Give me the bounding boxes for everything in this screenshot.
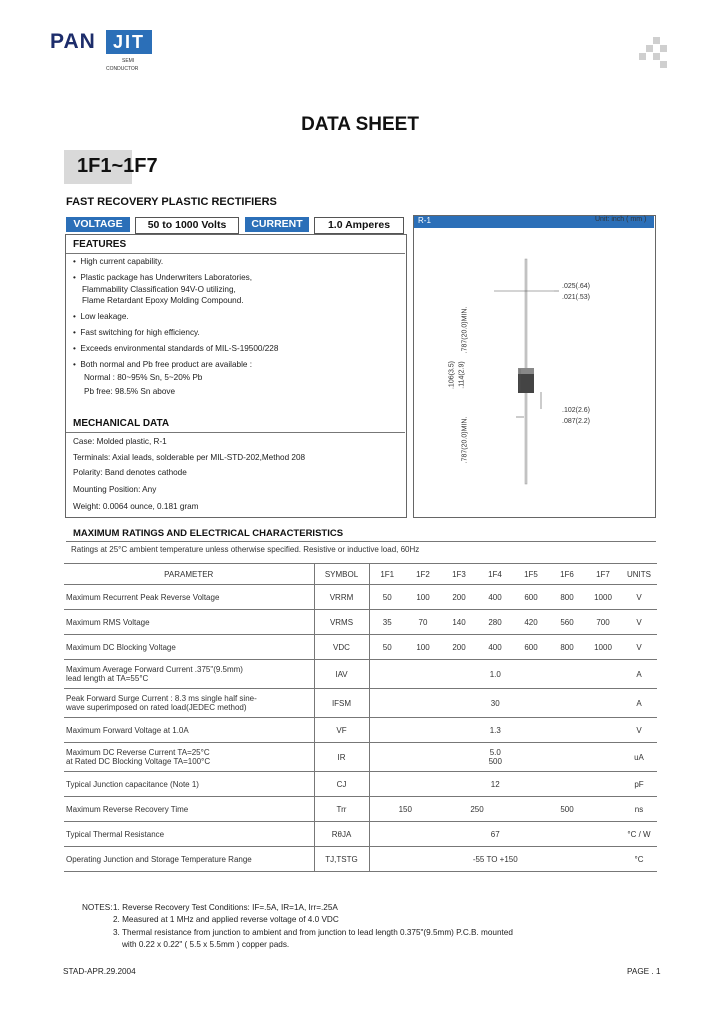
header-col: 1F6 (549, 564, 585, 585)
row-parameter (64, 660, 314, 689)
row-units: A (621, 660, 657, 689)
list-item: Normal : 80~95% Sn, 5~20% Pb (84, 373, 203, 383)
row-units: V (621, 610, 657, 635)
brand-logo-pan: PAN (50, 30, 96, 53)
row-symbol: IAV (314, 660, 369, 689)
dim-lead-length-top: .787(20.0)MIN. (461, 306, 469, 354)
ratings-table-body (64, 564, 657, 872)
list-item: Flame Retardant Epoxy Molding Compound. (82, 296, 244, 306)
table-row (64, 660, 657, 689)
parameter-line: lead length at TA=55°C (66, 674, 149, 683)
row-value: 1000 (585, 585, 621, 610)
dim-body-dia-min: .087(2.2) (562, 418, 591, 425)
mechanical-heading: MECHANICAL DATA (73, 418, 170, 429)
header-symbol: SYMBOL (314, 564, 369, 585)
row-value: 400 (477, 585, 513, 610)
row-value: 100 (405, 585, 441, 610)
package-name: R-1 (418, 216, 431, 225)
lead-bottom (525, 392, 527, 484)
part-number: 1F1~1F7 (77, 155, 158, 177)
row-value: 700 (585, 610, 621, 635)
current-tag: CURRENT (245, 217, 309, 232)
table-row (64, 610, 657, 635)
row-parameter (64, 610, 314, 635)
value-line: -55 TO +150 (472, 854, 518, 864)
row-value: 400 (477, 635, 513, 660)
features-heading: FEATURES (73, 239, 127, 250)
row-symbol: VRMS (314, 610, 369, 635)
footer-page: PAGE . 1 (627, 967, 661, 976)
header-col: 1F1 (369, 564, 405, 585)
mechanical-weight: Weight: 0.0064 ounce, 0.181 gram (73, 502, 199, 511)
footer-date: STAD-APR.29.2004 (63, 967, 136, 976)
table-row (64, 772, 657, 797)
list-item: • Exceeds environmental standards of MIL-S-19500/228 (73, 343, 279, 353)
parameter-line: at Rated DC Blocking Voltage TA=100°C (66, 757, 211, 766)
row-parameter (64, 772, 314, 797)
row-parameter (64, 743, 314, 772)
row-value: 200 (441, 585, 477, 610)
row-value (369, 660, 621, 689)
header-parameter: PARAMETER (64, 564, 314, 585)
row-value: 560 (549, 610, 585, 635)
row-symbol: RθJA (314, 822, 369, 847)
row-parameter (64, 718, 314, 743)
value-line: 500 (488, 757, 502, 766)
row-value: 35 (369, 610, 405, 635)
list-item: Flammability Classification 94V-O utilizing, (82, 284, 236, 294)
row-units: V (621, 635, 657, 660)
value-line: 67 (490, 829, 500, 839)
row-value (369, 822, 621, 847)
row-value: 600 (513, 635, 549, 660)
row-value: 800 (549, 585, 585, 610)
decor-square (660, 61, 667, 68)
header-units: UNITS (621, 564, 657, 585)
row-units: °C / W (621, 822, 657, 847)
page-title: DATA SHEET (301, 114, 419, 135)
row-value: 500 (513, 797, 621, 822)
parameter-line: Maximum Average Forward Current .375"(9.5mm) (66, 665, 243, 674)
row-units: V (621, 718, 657, 743)
decor-square (660, 45, 667, 52)
brand-semi-text: SEMI (122, 58, 135, 64)
mechanical-terminals: Terminals: Axial leads, solderable per MIL-STD-202,Method 208 (73, 453, 306, 462)
mechanical-mounting: Mounting Position: Any (73, 485, 157, 494)
note-3-continued: with 0.22 x 0.22" ( 5.5 x 5.5mm ) copper pads. (122, 940, 290, 949)
decor-square (639, 53, 646, 60)
dim-body-length-b: .114(2.9) (458, 361, 466, 389)
ratings-heading: MAXIMUM RATINGS AND ELECTRICAL CHARACTERISTICS (73, 528, 344, 539)
parameter-line: Maximum RMS Voltage (66, 617, 150, 627)
table-row (64, 689, 657, 718)
feature-list (73, 256, 278, 398)
row-parameter (64, 585, 314, 610)
row-symbol: CJ (314, 772, 369, 797)
header-col: 1F2 (405, 564, 441, 585)
list-item: • Both normal and Pb free product are available : (73, 359, 253, 369)
row-value: 200 (441, 635, 477, 660)
row-units: V (621, 585, 657, 610)
row-value: 600 (513, 585, 549, 610)
row-units: ns (621, 797, 657, 822)
row-symbol: VDC (314, 635, 369, 660)
row-symbol: VF (314, 718, 369, 743)
product-subtitle: FAST RECOVERY PLASTIC RECTIFIERS (66, 196, 277, 208)
divider (66, 253, 405, 254)
header-col: 1F5 (513, 564, 549, 585)
row-parameter (64, 689, 314, 718)
list-item: • Low leakage. (73, 312, 129, 322)
table-header-row (64, 564, 657, 585)
row-value (369, 689, 621, 718)
parameter-line: Maximum DC Reverse Current TA=25°C (66, 748, 210, 757)
table-row (64, 585, 657, 610)
row-parameter (64, 797, 314, 822)
note-3: 3. Thermal resistance from junction to ambient and from junction to lead length 0.375"(9.5mm) P.C.B. mounted (113, 928, 513, 937)
ratings-table (64, 563, 657, 872)
row-parameter (64, 635, 314, 660)
header-col: 1F4 (477, 564, 513, 585)
row-value: 140 (441, 610, 477, 635)
header-col: 1F7 (585, 564, 621, 585)
row-value (369, 847, 621, 872)
row-value: 150 (369, 797, 441, 822)
list-item: • Fast switching for high efficiency. (73, 327, 200, 337)
mechanical-case: Case: Molded plastic, R-1 (73, 437, 167, 446)
parameter-line: Maximum Forward Voltage at 1.0A (66, 725, 189, 735)
divider (66, 541, 656, 542)
list-item: • High current capability. (73, 257, 164, 266)
row-value: 70 (405, 610, 441, 635)
value-line: 5.0 (489, 748, 501, 757)
row-parameter (64, 847, 314, 872)
row-symbol: IR (314, 743, 369, 772)
row-value: 800 (549, 635, 585, 660)
decor-square (653, 37, 660, 44)
table-row (64, 797, 657, 822)
row-value: 100 (405, 635, 441, 660)
value-line: 1.0 (489, 669, 501, 679)
row-units: °C (621, 847, 657, 872)
parameter-line: Maximum Recurrent Peak Reverse Voltage (66, 592, 220, 602)
value-line: 30 (490, 698, 500, 708)
note-1: 1. Reverse Recovery Test Conditions: IF=.5A, IR=1A, Irr=.25A (113, 903, 338, 912)
cathode-band (518, 368, 534, 374)
ratings-note: Ratings at 25°C ambient temperature unless otherwise specified. Resistive or inductive load, 60Hz (71, 545, 420, 554)
parameter-line: Typical Junction capacitance (Note 1) (66, 779, 199, 789)
lead-top (525, 259, 527, 369)
row-symbol: Trr (314, 797, 369, 822)
table-row (64, 635, 657, 660)
table-row (64, 743, 657, 772)
parameter-line: Operating Junction and Storage Temperature Range (66, 854, 252, 864)
brand-conductor-text: CONDUCTOR (106, 66, 139, 72)
row-value: 280 (477, 610, 513, 635)
dim-body-length-a: .106(3.5) (448, 360, 456, 390)
row-value (369, 772, 621, 797)
parameter-line: Maximum DC Blocking Voltage (66, 642, 176, 652)
row-value (369, 718, 621, 743)
row-value: 420 (513, 610, 549, 635)
parameter-line: wave superimposed on rated load(JEDEC method) (66, 703, 247, 712)
brand-logo-jit: JIT (106, 30, 152, 54)
row-units: pF (621, 772, 657, 797)
row-value: 1000 (585, 635, 621, 660)
notes-label: NOTES: (82, 903, 113, 912)
row-units: A (621, 689, 657, 718)
list-item: Pb free: 98.5% Sn above (84, 387, 176, 397)
dim-lead-length-bottom: .787(20.0)MIN. (461, 416, 469, 464)
mechanical-polarity: Polarity: Band denotes cathode (73, 468, 187, 477)
row-value: 50 (369, 585, 405, 610)
row-value: 50 (369, 635, 405, 660)
current-value: 1.0 Amperes (314, 217, 404, 234)
package-units: Unit: inch ( mm ) (595, 216, 647, 223)
dim-body-dia-max: .102(2.6) (562, 407, 591, 414)
list-item: • Plastic package has Underwriters Laboratories, (73, 272, 252, 282)
header-col: 1F3 (441, 564, 477, 585)
dim-lead-dia-min: .021(.53) (562, 294, 591, 301)
parameter-line: Maximum Reverse Recovery Time (66, 804, 189, 814)
row-parameter (64, 822, 314, 847)
row-symbol: VRRM (314, 585, 369, 610)
value-line: 12 (490, 779, 500, 789)
decor-square (646, 45, 653, 52)
row-symbol: TJ,TSTG (314, 847, 369, 872)
row-value (369, 743, 621, 772)
parameter-line: Typical Thermal Resistance (66, 829, 165, 839)
value-line: 1.3 (489, 725, 501, 735)
voltage-tag: VOLTAGE (66, 217, 130, 232)
decor-square (653, 53, 660, 60)
table-row (64, 822, 657, 847)
row-symbol: IFSM (314, 689, 369, 718)
divider (66, 432, 405, 433)
row-value: 250 (441, 797, 513, 822)
table-row (64, 718, 657, 743)
row-units: uA (621, 743, 657, 772)
table-row (64, 847, 657, 872)
parameter-line: Peak Forward Surge Current : 8.3 ms single half sine- (66, 694, 257, 703)
note-2: 2. Measured at 1 MHz and applied reverse voltage of 4.0 VDC (113, 915, 339, 924)
dim-lead-dia-max: .025(.64) (562, 283, 591, 290)
voltage-value: 50 to 1000 Volts (135, 217, 239, 234)
